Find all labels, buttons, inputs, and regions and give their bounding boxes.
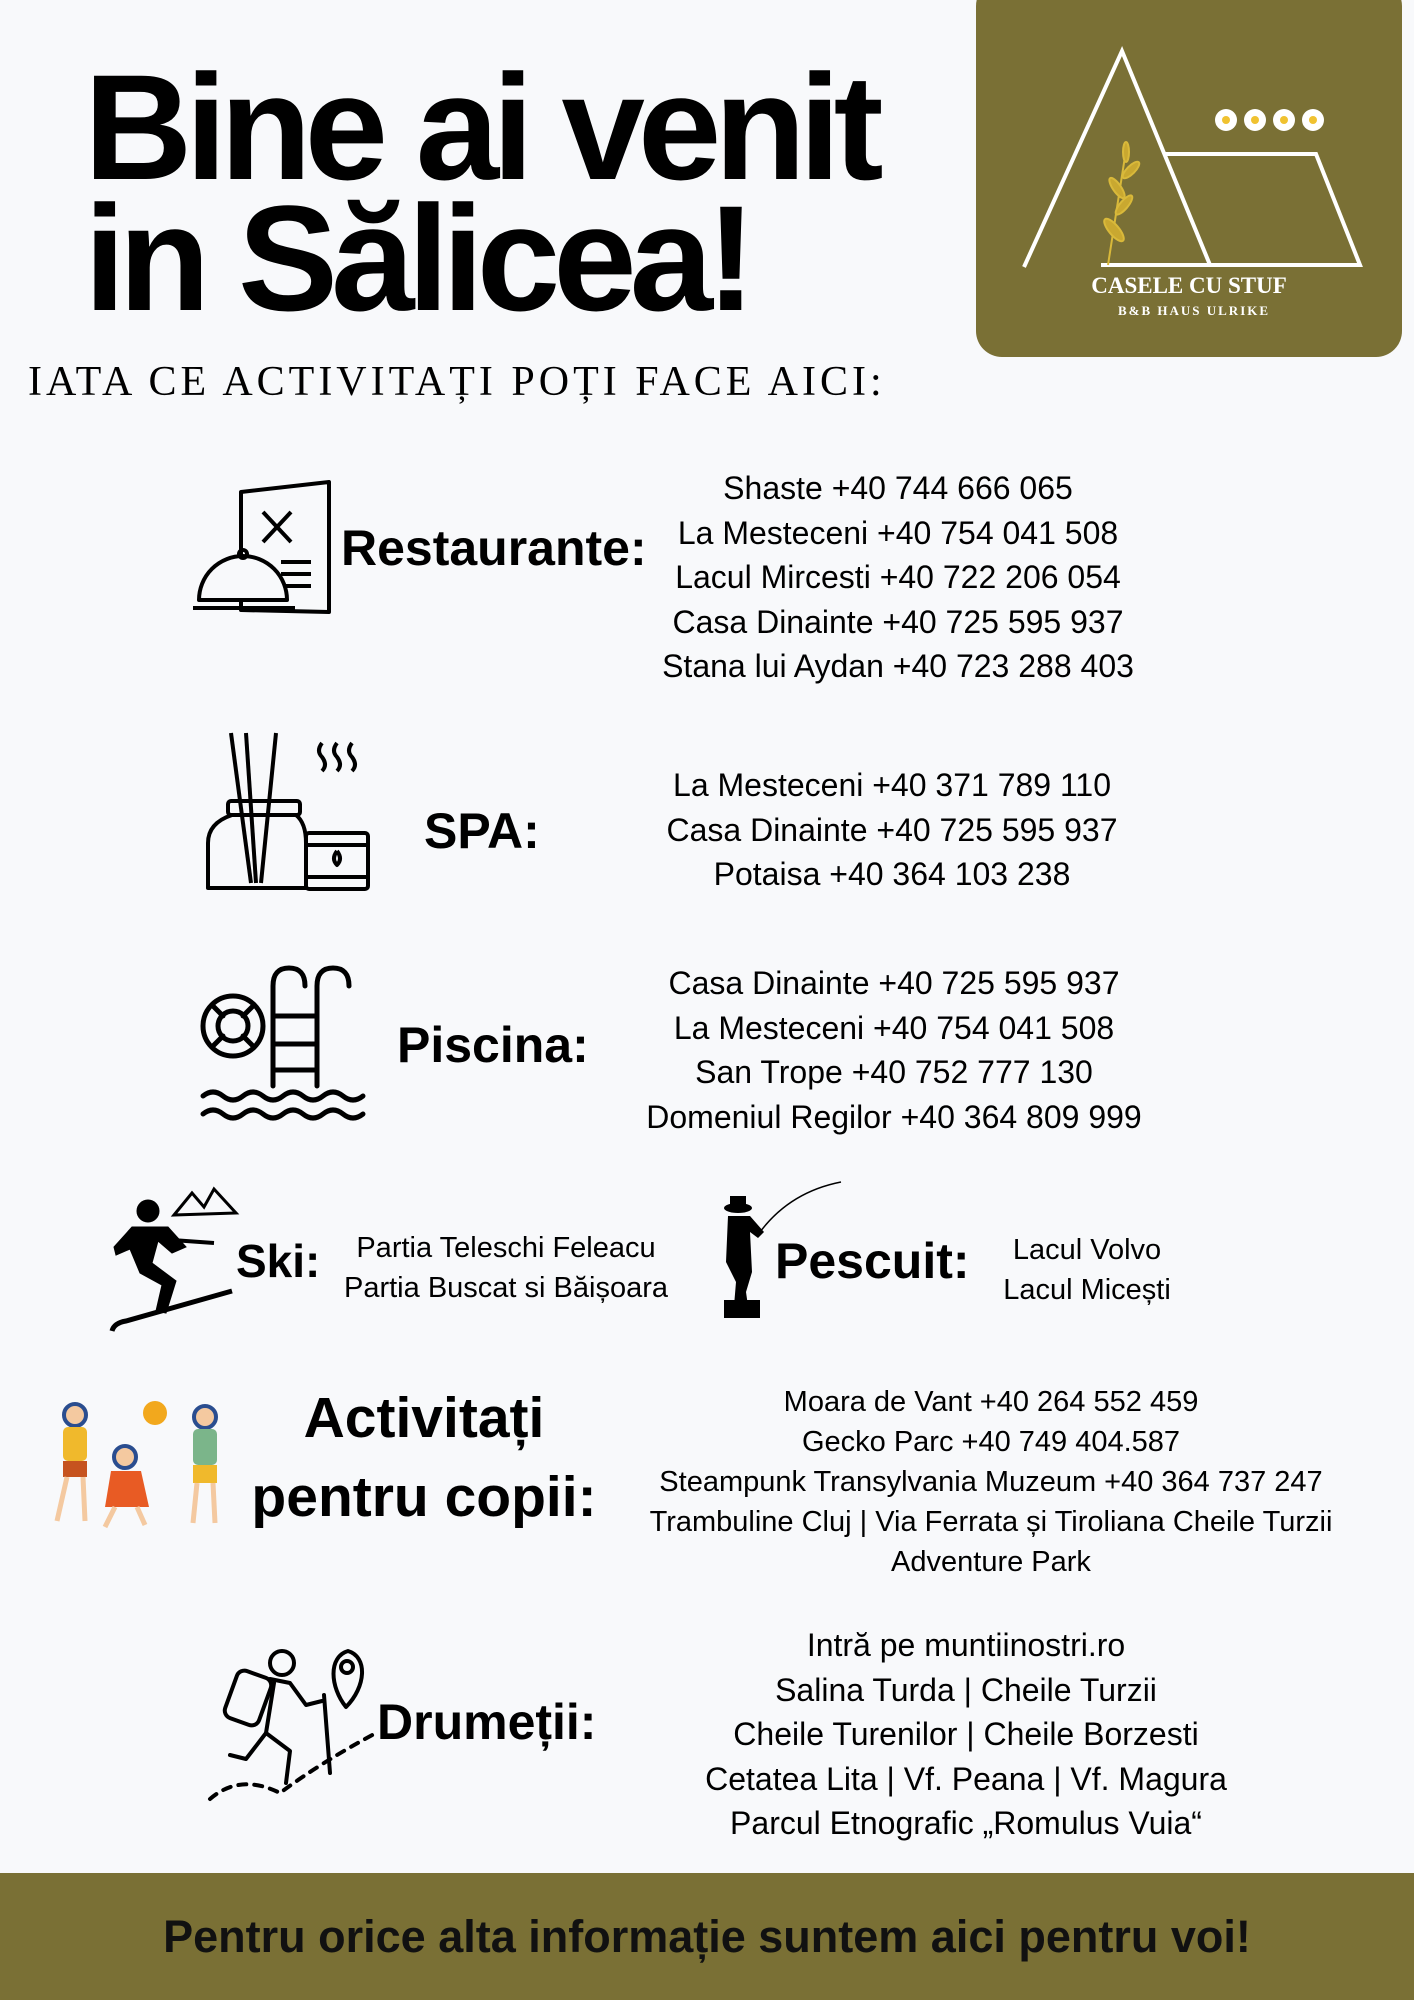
hiker-icon <box>210 1643 376 1799</box>
copii-label-line-1: Activitați <box>303 1386 545 1450</box>
piscina-label: Piscina: <box>397 1017 589 1073</box>
list-item: Lacul Micești <box>1003 1274 1171 1306</box>
piscina-list <box>594 961 1194 1139</box>
ski-list <box>306 1228 706 1308</box>
children-playing-icon <box>45 1395 229 1529</box>
drumetii-list <box>666 1623 1266 1846</box>
subtitle: IATA CE ACTIVITAȚI POȚI FACE AICI: <box>28 359 886 405</box>
pool-ladder-icon <box>201 966 363 1118</box>
list-item: Casa Dinainte +40 725 595 937 <box>666 811 1118 848</box>
list-item: Cheile Turenilor | Cheile Borzesti <box>733 1716 1199 1752</box>
list-item: La Mesteceni +40 754 041 508 <box>673 1009 1115 1046</box>
pescuit-label: Pescuit: <box>775 1233 970 1289</box>
list-item: Shaste +40 744 666 065 <box>723 470 1073 506</box>
list-item: Parcul Etnografic „Romulus Vuia“ <box>730 1805 1202 1841</box>
list-item: Intră pe muntiinostri.ro <box>806 1627 1126 1663</box>
list-item: Steampunk Transylvania Muzeum +40 364 737 247 <box>659 1466 1323 1498</box>
list-item: Partia Teleschi Feleacu <box>356 1232 656 1264</box>
list-item: Gecko Parc +40 749 404.587 <box>801 1426 1181 1458</box>
title-line-2: in Sălicea! <box>84 174 750 342</box>
pescuit-list <box>937 1230 1237 1310</box>
logo-name: CASELE CU STUF <box>1091 273 1287 298</box>
logo-tagline: B&B HAUS ULRIKE <box>1117 303 1271 318</box>
list-item: Casa Dinainte +40 725 595 937 <box>668 965 1120 1001</box>
list-item: Domeniul Regilor +40 364 809 999 <box>646 1098 1142 1135</box>
footer-banner <box>0 1873 1414 2000</box>
spa-label: SPA: <box>424 803 540 859</box>
list-item: Potaisa +40 364 103 238 <box>713 856 1071 892</box>
list-item: Lacul Mircesti +40 722 206 054 <box>675 559 1121 595</box>
list-item: Moara de Vant +40 264 552 459 <box>783 1386 1199 1418</box>
restaurante-label: Restaurante: <box>341 520 647 576</box>
copii-label-line-2: pentru copii: <box>251 1465 597 1529</box>
skier-icon <box>112 1185 236 1331</box>
list-item: Trambuline Cluj | Via Ferrata și Tiroliana Cheile Turzii <box>649 1506 1333 1538</box>
list-item: Lacul Volvo <box>1012 1234 1162 1266</box>
spa-list <box>592 763 1192 897</box>
restaurant-menu-icon <box>191 482 331 614</box>
list-item: Cetatea Lita | Vf. Peana | Vf. Magura <box>705 1760 1227 1797</box>
list-item: Casa Dinainte +40 725 595 937 <box>672 603 1124 640</box>
list-item: Salina Turda | Cheile Turzii <box>775 1671 1157 1708</box>
drumetii-label: Drumeții: <box>377 1694 597 1750</box>
copii-list <box>591 1382 1391 1582</box>
spa-candle-icon <box>206 733 372 893</box>
ski-label: Ski: <box>236 1235 321 1287</box>
title-line-1: Bine ai venit <box>84 43 877 211</box>
list-item: La Mesteceni +40 754 041 508 <box>677 514 1119 551</box>
list-item: Adventure Park <box>891 1546 1091 1578</box>
list-item: Stana lui Aydan +40 723 288 403 <box>662 648 1134 684</box>
list-item: San Trope +40 752 777 130 <box>695 1054 1093 1090</box>
restaurante-list <box>598 466 1198 689</box>
list-item: La Mesteceni +40 371 789 110 <box>673 767 1111 803</box>
logo <box>976 0 1402 357</box>
list-item: Partia Buscat si Băișoara <box>344 1272 668 1304</box>
footer-text: Pentru orice alta informație suntem aici pentru voi! <box>163 1910 1251 1962</box>
